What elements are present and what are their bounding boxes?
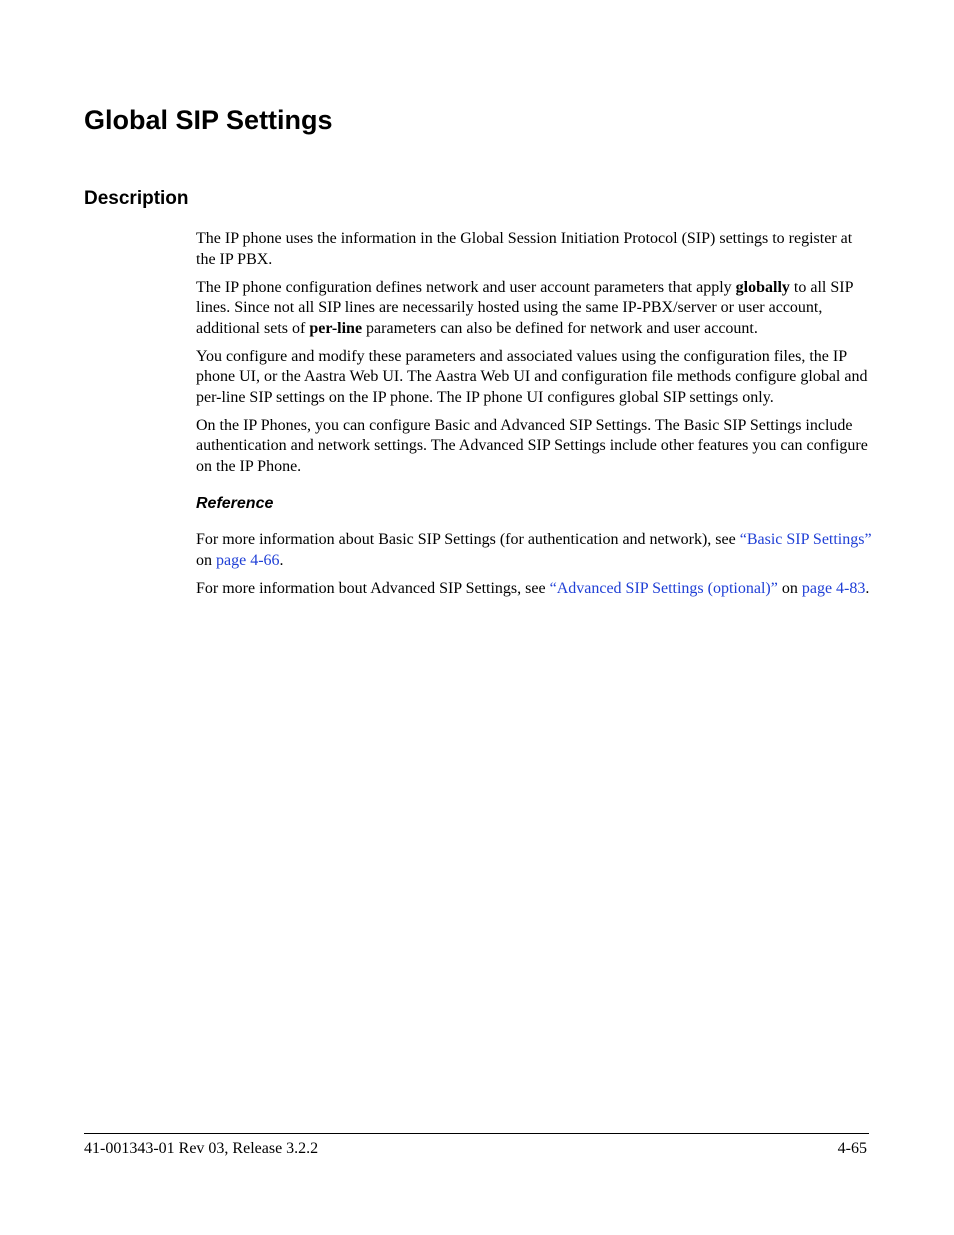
- bold-term-per-line: per-line: [309, 319, 363, 337]
- page-4-66-link[interactable]: page 4-66: [216, 551, 280, 569]
- reference-advanced-sip: [196, 579, 872, 600]
- text-run: The IP phone configuration defines network and user account parameters that apply: [196, 278, 736, 296]
- advanced-sip-settings-link[interactable]: “Advanced SIP Settings (optional)”: [549, 579, 778, 597]
- text-run: For more information bout Advanced SIP Settings, see: [196, 579, 550, 597]
- text-run: on: [196, 551, 216, 569]
- bold-term-globally: globally: [735, 278, 790, 296]
- paragraph-global-vs-per-line: [196, 278, 872, 340]
- basic-sip-settings-link[interactable]: “Basic SIP Settings”: [739, 531, 872, 548]
- text-run: on: [777, 579, 802, 597]
- text-run: For more information about Basic SIP Settings (for authentication and network), see: [196, 531, 740, 548]
- text-run: .: [865, 579, 870, 597]
- paragraph-basic-advanced: On the IP Phones, you can configure Basic and Advanced SIP Settings. The Basic SIP Settings include authentication and network settings. The Advanced SIP Settings include other features you can configure on the IP Phone.: [196, 416, 868, 475]
- page-4-83-link[interactable]: page 4-83: [801, 579, 866, 597]
- text-run: .: [279, 551, 284, 569]
- page-title: Global SIP Settings: [84, 105, 333, 135]
- reference-heading: Reference: [196, 495, 274, 512]
- footer-page-number: 4-65: [837, 1140, 867, 1157]
- paragraph-configuration-methods: You configure and modify these parameters and associated values using the configuration files, the IP phone UI, or the Aastra Web UI. The Aastra Web UI and configuration file methods configure global and per-line SIP settings on the IP phone. The IP phone UI configures global SIP settings only.: [196, 347, 868, 406]
- body-content: [196, 229, 872, 607]
- reference-basic-sip: [196, 530, 872, 571]
- footer-divider: [84, 1133, 869, 1134]
- text-run: parameters can also be defined for network and user account.: [362, 319, 758, 337]
- text-run: to all SIP lines. Since not all SIP lines are necessarily hosted using the same IP-PBX/server or user account, additional sets of: [196, 278, 853, 337]
- section-heading-description: Description: [84, 188, 189, 209]
- paragraph-intro: The IP phone uses the information in the Global Session Initiation Protocol (SIP) settings to register at the IP PBX.: [196, 230, 853, 268]
- footer-document-id: 41-001343-01 Rev 03, Release 3.2.2: [84, 1140, 319, 1157]
